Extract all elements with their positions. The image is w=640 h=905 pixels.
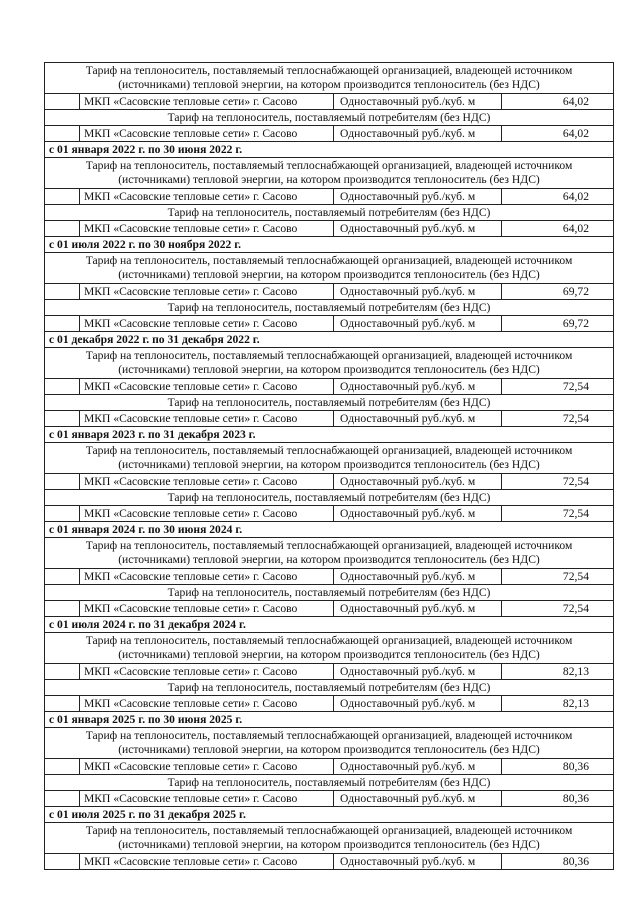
tariff-kind-cell: Одноставочный руб./куб. м bbox=[334, 189, 502, 204]
organization-cell: МКП «Сасовские тепловые сети» г. Сасово bbox=[80, 854, 334, 869]
consumer-tariff-heading: Тариф на теплоноситель, поставляемый потребителям (без НДС) bbox=[45, 300, 613, 316]
period-heading: с 01 июля 2024 г. по 31 декабря 2024 г. bbox=[45, 617, 613, 633]
spacer-cell bbox=[45, 791, 80, 806]
tariff-kind-cell: Одноставочный руб./куб. м bbox=[334, 696, 502, 711]
consumer-tariff-heading: Тариф на теплоноситель, поставляемый потребителям (без НДС) bbox=[45, 205, 613, 221]
consumer-tariff-heading: Тариф на теплоноситель, поставляемый потребителям (без НДС) bbox=[45, 395, 613, 411]
tariff-kind-cell: Одноставочный руб./куб. м bbox=[334, 601, 502, 616]
supplier-tariff-heading: Тариф на теплоноситель, поставляемый теплоснабжающей организацией, владеющей источником (источниками) тепловой энергии, на котором производится теплоноситель (без НДС) bbox=[45, 348, 613, 379]
supplier-tariff-heading: Тариф на теплоноситель, поставляемый теплоснабжающей организацией, владеющей источником (источниками) тепловой энергии, на котором производится теплоноситель (без НДС) bbox=[45, 633, 613, 664]
organization-cell: МКП «Сасовские тепловые сети» г. Сасово bbox=[80, 759, 334, 774]
tariff-kind-cell: Одноставочный руб./куб. м bbox=[334, 316, 502, 331]
spacer-cell bbox=[45, 601, 80, 616]
consumer-tariff-heading: Тариф на теплоноситель, поставляемый потребителям (без НДС) bbox=[45, 490, 613, 506]
spacer-cell bbox=[45, 696, 80, 711]
tariff-value-cell: 80,36 bbox=[562, 792, 589, 805]
spacer-cell bbox=[45, 221, 80, 236]
organization-cell: МКП «Сасовские тепловые сети» г. Сасово bbox=[80, 411, 334, 426]
supplier-tariff-heading: Тариф на теплоноситель, поставляемый теплоснабжающей организацией, владеющей источником (источниками) тепловой энергии, на котором производится теплоноситель (без НДС) bbox=[45, 158, 613, 189]
spacer-cell bbox=[45, 94, 80, 109]
period-heading: с 01 декабря 2022 г. по 31 декабря 2022 г. bbox=[45, 332, 613, 348]
tariff-value-cell: 64,02 bbox=[562, 95, 589, 108]
tariff-value-cell: 72,54 bbox=[562, 380, 589, 393]
tariff-value-cell: 69,72 bbox=[562, 317, 589, 330]
tariff-data-row bbox=[45, 601, 613, 617]
organization-cell: МКП «Сасовские тепловые сети» г. Сасово bbox=[80, 221, 334, 236]
consumer-tariff-heading: Тариф на теплоноситель, поставляемый потребителям (без НДС) bbox=[45, 585, 613, 601]
organization-cell: МКП «Сасовские тепловые сети» г. Сасово bbox=[80, 316, 334, 331]
spacer-cell bbox=[45, 474, 80, 489]
tariff-value-cell: 82,13 bbox=[562, 697, 589, 710]
organization-cell: МКП «Сасовские тепловые сети» г. Сасово bbox=[80, 284, 334, 299]
period-heading: с 01 июля 2022 г. по 30 ноября 2022 г. bbox=[45, 237, 613, 253]
tariff-kind-cell: Одноставочный руб./куб. м bbox=[334, 379, 502, 394]
tariff-kind-cell: Одноставочный руб./куб. м bbox=[334, 506, 502, 521]
tariff-kind-cell: Одноставочный руб./куб. м bbox=[334, 569, 502, 584]
tariff-kind-cell: Одноставочный руб./куб. м bbox=[334, 474, 502, 489]
tariff-data-row bbox=[45, 411, 613, 427]
organization-cell: МКП «Сасовские тепловые сети» г. Сасово bbox=[80, 474, 334, 489]
tariff-value-cell: 72,54 bbox=[562, 475, 589, 488]
organization-cell: МКП «Сасовские тепловые сети» г. Сасово bbox=[80, 664, 334, 679]
tariff-value-cell: 80,36 bbox=[562, 855, 589, 868]
spacer-cell bbox=[45, 664, 80, 679]
spacer-cell bbox=[45, 189, 80, 204]
tariff-data-row bbox=[45, 221, 613, 237]
supplier-tariff-heading: Тариф на теплоноситель, поставляемый теплоснабжающей организацией, владеющей источником (источниками) тепловой энергии, на котором производится теплоноситель (без НДС) bbox=[45, 538, 613, 569]
spacer-cell bbox=[45, 759, 80, 774]
organization-cell: МКП «Сасовские тепловые сети» г. Сасово bbox=[80, 126, 334, 141]
tariff-data-row bbox=[45, 696, 613, 712]
spacer-cell bbox=[45, 379, 80, 394]
tariff-kind-cell: Одноставочный руб./куб. м bbox=[334, 411, 502, 426]
tariff-value-cell: 80,36 bbox=[562, 760, 589, 773]
tariff-kind-cell: Одноставочный руб./куб. м bbox=[334, 94, 502, 109]
organization-cell: МКП «Сасовские тепловые сети» г. Сасово bbox=[80, 791, 334, 806]
tariff-data-row bbox=[45, 759, 613, 775]
tariff-kind-cell: Одноставочный руб./куб. м bbox=[334, 126, 502, 141]
spacer-cell bbox=[45, 506, 80, 521]
period-heading: с 01 января 2024 г. по 30 июня 2024 г. bbox=[45, 522, 613, 538]
tariff-table bbox=[44, 62, 614, 870]
period-heading: с 01 июля 2025 г. по 31 декабря 2025 г. bbox=[45, 807, 613, 823]
tariff-value-cell: 69,72 bbox=[562, 285, 589, 298]
spacer-cell bbox=[45, 569, 80, 584]
period-heading: с 01 января 2023 г. по 31 декабря 2023 г. bbox=[45, 427, 613, 443]
tariff-data-row bbox=[45, 506, 613, 522]
tariff-data-row bbox=[45, 316, 613, 332]
spacer-cell bbox=[45, 854, 80, 869]
tariff-kind-cell: Одноставочный руб./куб. м bbox=[334, 854, 502, 869]
supplier-tariff-heading: Тариф на теплоноситель, поставляемый теплоснабжающей организацией, владеющей источником (источниками) тепловой энергии, на котором производится теплоноситель (без НДС) bbox=[45, 63, 613, 94]
tariff-kind-cell: Одноставочный руб./куб. м bbox=[334, 221, 502, 236]
tariff-value-cell: 64,02 bbox=[562, 127, 589, 140]
spacer-cell bbox=[45, 284, 80, 299]
tariff-data-row bbox=[45, 284, 613, 300]
consumer-tariff-heading: Тариф на теплоноситель, поставляемый потребителям (без НДС) bbox=[45, 110, 613, 126]
spacer-cell bbox=[45, 411, 80, 426]
tariff-data-row bbox=[45, 791, 613, 807]
tariff-data-row bbox=[45, 664, 613, 680]
spacer-cell bbox=[45, 316, 80, 331]
tariff-kind-cell: Одноставочный руб./куб. м bbox=[334, 284, 502, 299]
tariff-kind-cell: Одноставочный руб./куб. м bbox=[334, 759, 502, 774]
tariff-value-cell: 82,13 bbox=[562, 665, 589, 678]
period-heading: с 01 января 2022 г. по 30 июня 2022 г. bbox=[45, 142, 613, 158]
tariff-data-row bbox=[45, 474, 613, 490]
organization-cell: МКП «Сасовские тепловые сети» г. Сасово bbox=[80, 569, 334, 584]
consumer-tariff-heading: Тариф на теплоноситель, поставляемый потребителям (без НДС) bbox=[45, 680, 613, 696]
tariff-kind-cell: Одноставочный руб./куб. м bbox=[334, 664, 502, 679]
tariff-value-cell: 64,02 bbox=[562, 190, 589, 203]
supplier-tariff-heading: Тариф на теплоноситель, поставляемый теплоснабжающей организацией, владеющей источником (источниками) тепловой энергии, на котором производится теплоноситель (без НДС) bbox=[45, 728, 613, 759]
organization-cell: МКП «Сасовские тепловые сети» г. Сасово bbox=[80, 696, 334, 711]
tariff-value-cell: 72,54 bbox=[562, 570, 589, 583]
organization-cell: МКП «Сасовские тепловые сети» г. Сасово bbox=[80, 189, 334, 204]
tariff-value-cell: 64,02 bbox=[562, 222, 589, 235]
organization-cell: МКП «Сасовские тепловые сети» г. Сасово bbox=[80, 506, 334, 521]
tariff-data-row bbox=[45, 569, 613, 585]
tariff-value-cell: 72,54 bbox=[562, 507, 589, 520]
consumer-tariff-heading: Тариф на теплоноситель, поставляемый потребителям (без НДС) bbox=[45, 775, 613, 791]
organization-cell: МКП «Сасовские тепловые сети» г. Сасово bbox=[80, 379, 334, 394]
tariff-value-cell: 72,54 bbox=[562, 412, 589, 425]
supplier-tariff-heading: Тариф на теплоноситель, поставляемый теплоснабжающей организацией, владеющей источником (источниками) тепловой энергии, на котором производится теплоноситель (без НДС) bbox=[45, 823, 613, 854]
tariff-data-row bbox=[45, 94, 613, 110]
tariff-data-row bbox=[45, 854, 613, 870]
tariff-value-cell: 72,54 bbox=[562, 602, 589, 615]
spacer-cell bbox=[45, 126, 80, 141]
tariff-kind-cell: Одноставочный руб./куб. м bbox=[334, 791, 502, 806]
period-heading: с 01 января 2025 г. по 30 июня 2025 г. bbox=[45, 712, 613, 728]
organization-cell: МКП «Сасовские тепловые сети» г. Сасово bbox=[80, 94, 334, 109]
tariff-data-row bbox=[45, 379, 613, 395]
tariff-data-row bbox=[45, 189, 613, 205]
supplier-tariff-heading: Тариф на теплоноситель, поставляемый теплоснабжающей организацией, владеющей источником (источниками) тепловой энергии, на котором производится теплоноситель (без НДС) bbox=[45, 253, 613, 284]
organization-cell: МКП «Сасовские тепловые сети» г. Сасово bbox=[80, 601, 334, 616]
tariff-data-row bbox=[45, 126, 613, 142]
supplier-tariff-heading: Тариф на теплоноситель, поставляемый теплоснабжающей организацией, владеющей источником (источниками) тепловой энергии, на котором производится теплоноситель (без НДС) bbox=[45, 443, 613, 474]
